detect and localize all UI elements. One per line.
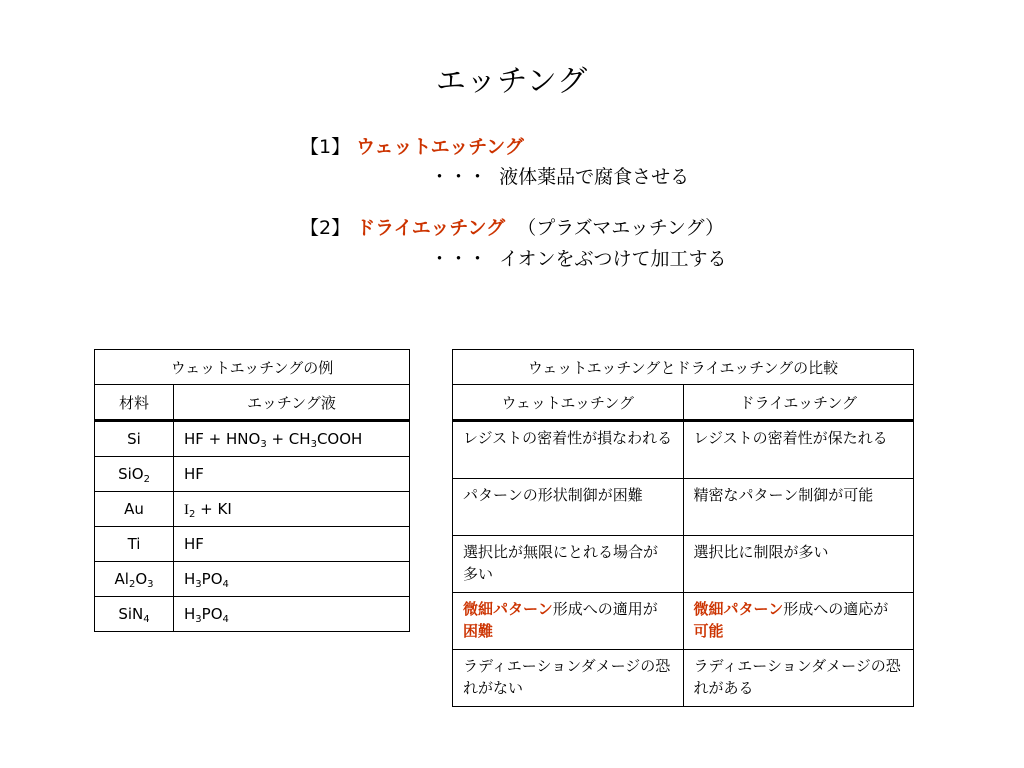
table-row [95, 562, 410, 597]
dry-cell: 精密なパターン制御が可能 [683, 479, 914, 536]
material-cell: SiN$_4$ [95, 597, 174, 632]
table-row [453, 593, 914, 650]
solution-cell: $H_3PO_4$ [174, 562, 410, 597]
material-cell: Au [95, 492, 174, 527]
solution-cell: $H_3PO_4$ [174, 597, 410, 632]
solution-cell: HF + $HNO_3$ + $CH_3COOH$ [174, 421, 410, 457]
wet-etching-examples-table [94, 349, 410, 632]
highlight-text: 微細パターン [693, 600, 784, 618]
section-desc: 液体薬品で腐食させる [499, 166, 690, 188]
table-row [95, 421, 410, 457]
table-row [95, 527, 410, 562]
page-title: エッチング [435, 64, 589, 99]
table-row [95, 457, 410, 492]
solution-cell: HF [174, 457, 410, 492]
section-number: 【2】 [300, 217, 351, 239]
table-row [453, 536, 914, 593]
table-row [453, 650, 914, 707]
dry-cell: ラディエーションダメージの恐れがある [683, 650, 914, 707]
table-row [95, 492, 410, 527]
table-row [453, 479, 914, 536]
section-dry-desc [430, 244, 727, 271]
section-name: ドライエッチング [356, 217, 506, 239]
wet-cell: レジストの密着性が損なわれる [453, 421, 684, 479]
section-dry-heading [300, 213, 724, 240]
table-caption: ウェットエッチングとドライエッチングの比較 [453, 350, 914, 385]
dry-cell: レジストの密着性が保たれる [683, 421, 914, 479]
section-wet-desc [430, 162, 689, 189]
table-row [453, 421, 914, 479]
section-extra: （プラズマエッチング） [517, 217, 725, 239]
section-name: ウェットエッチング [356, 136, 524, 158]
column-header-solution: エッチング液 [174, 385, 410, 421]
dry-cell [683, 593, 914, 650]
table-row [95, 597, 410, 632]
solution-cell: HF [174, 527, 410, 562]
material-cell: Si [95, 421, 174, 457]
cell-text: 形成への適用が [552, 600, 658, 618]
section-wet-heading [300, 132, 524, 159]
wet-cell [453, 593, 684, 650]
wet-cell: ラディエーションダメージの恐れがない [453, 650, 684, 707]
highlight-text: 困難 [463, 622, 494, 640]
solution-cell: $I_2$ + KI [174, 492, 410, 527]
material-cell: SiO$_2$ [95, 457, 174, 492]
cell-text: 形成への適応が [783, 600, 889, 618]
highlight-text: 可能 [693, 622, 724, 640]
wet-vs-dry-comparison-table [452, 349, 914, 707]
column-header-material: 材料 [95, 385, 174, 421]
dots: ・・・ [430, 248, 488, 270]
section-desc: イオンをぶつけて加工する [499, 248, 727, 270]
dots: ・・・ [430, 166, 488, 188]
table-caption: ウェットエッチングの例 [95, 350, 410, 385]
column-header-dry: ドライエッチング [683, 385, 914, 421]
material-cell: Ti [95, 527, 174, 562]
wet-cell: 選択比が無限にとれる場合が多い [453, 536, 684, 593]
wet-cell: パターンの形状制御が困難 [453, 479, 684, 536]
section-number: 【1】 [300, 136, 351, 158]
column-header-wet: ウェットエッチング [453, 385, 684, 421]
highlight-text: 微細パターン [463, 600, 553, 618]
material-cell: $Al_2O_3$ [95, 562, 174, 597]
dry-cell: 選択比に制限が多い [683, 536, 914, 593]
